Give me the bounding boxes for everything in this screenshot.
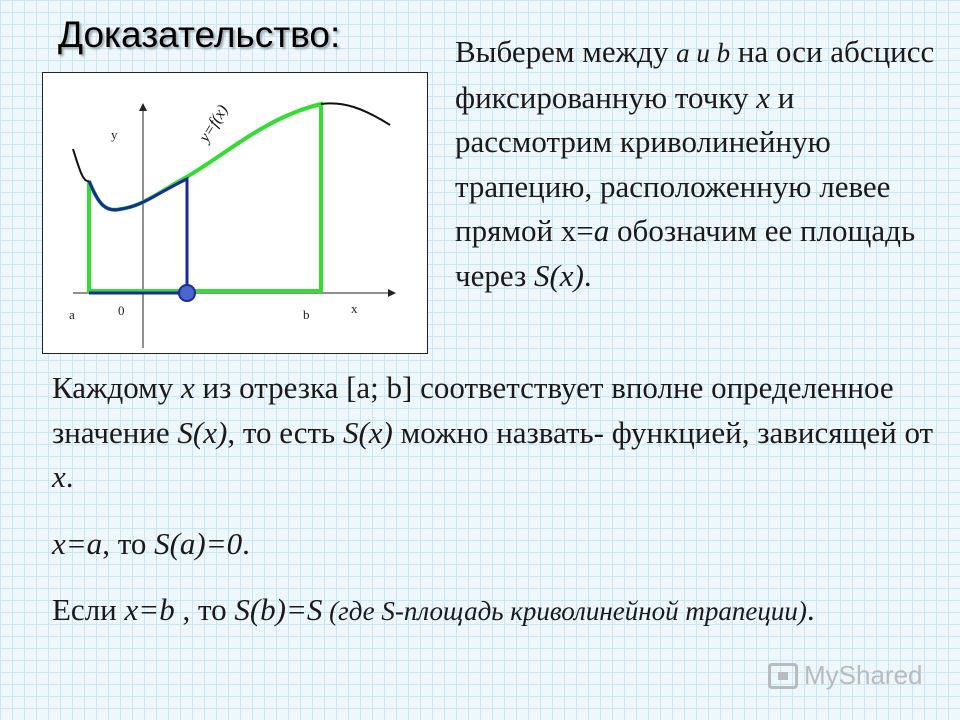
function-label: y=f(x) xyxy=(195,102,232,146)
para-text-part: из отрезка [a; b] соответствует вполне определенное значение xyxy=(52,370,894,450)
math-x-eq-b: x=b xyxy=(124,592,175,627)
a-label: a xyxy=(69,307,75,322)
para-x: x xyxy=(181,370,195,405)
condition-b-line xyxy=(52,592,815,628)
line1-text-part: . xyxy=(242,526,250,561)
slide-title: Доказательство: xyxy=(58,14,341,55)
y-axis-arrow xyxy=(139,103,147,111)
graph-figure xyxy=(42,72,428,354)
main-paragraph xyxy=(52,366,942,500)
intro-ab: a и b xyxy=(676,38,731,68)
function-graph xyxy=(43,73,427,353)
intro-a: a xyxy=(593,213,610,248)
line1-text-part: , то xyxy=(102,526,155,561)
b-label: b xyxy=(303,307,310,322)
x-axis-label: x xyxy=(351,301,358,316)
para-text-part: . xyxy=(65,459,74,494)
x-axis-arrow xyxy=(388,289,396,297)
watermark xyxy=(768,660,923,691)
intro-sx: S(x) xyxy=(533,257,584,293)
line2-text-part: , то xyxy=(174,592,235,627)
line2-note: (где S-площадь криволинейной трапеции) xyxy=(322,596,807,626)
intro-text-part: и рассмотрим криволинейную трапецию, расположенную левее прямой x= xyxy=(455,79,891,248)
intro-text-part: . xyxy=(583,257,592,293)
zero-label: 0 xyxy=(118,303,125,318)
para-x: x xyxy=(52,459,66,494)
para-text-part: , то есть xyxy=(227,414,343,450)
intro-text xyxy=(455,30,955,298)
intro-text-part: Выберем между xyxy=(455,34,677,69)
presentation-icon xyxy=(768,663,798,689)
intro-text-part: обозначим ее площадь через xyxy=(455,213,916,293)
function-curve-right xyxy=(321,103,390,125)
intro-text-part: на оси абсцисс фиксированную точку xyxy=(455,34,935,115)
math-sa-eq-0: S(a)=0 xyxy=(154,526,243,561)
blue-subarea-boundary xyxy=(89,179,187,293)
point-x-marker xyxy=(179,285,195,301)
para-text-part: можно назвать- функцией, зависящей от xyxy=(392,414,934,450)
line2-text-part: Если xyxy=(52,592,125,627)
para-sx: S(x) xyxy=(177,414,228,450)
line2-text-part: . xyxy=(806,592,815,627)
function-curve xyxy=(73,149,89,181)
intro-x: x xyxy=(756,79,770,115)
y-axis-label: y xyxy=(111,127,118,142)
math-sb-eq-s: S(b)=S xyxy=(234,592,323,627)
math-x-eq-a: x=a xyxy=(52,526,103,561)
para-sx: S(x) xyxy=(342,414,393,450)
condition-a-line xyxy=(52,526,250,562)
watermark-text: MyShared xyxy=(804,660,923,690)
para-text-part: Каждому xyxy=(52,370,181,405)
